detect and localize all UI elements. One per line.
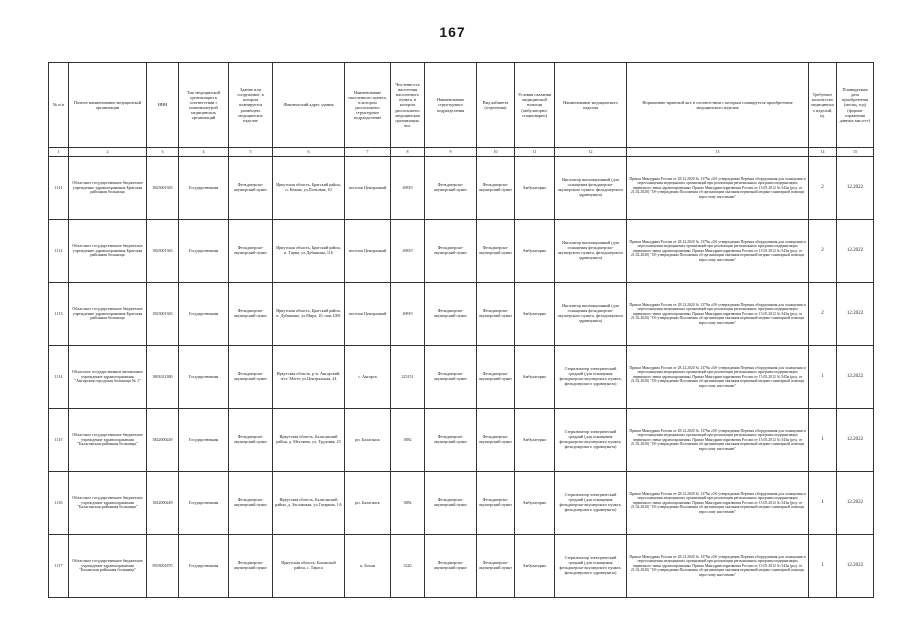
- cell-population: 49819: [391, 157, 425, 220]
- cell-num: 1113: [49, 283, 69, 346]
- cell-type: Государственная: [179, 472, 229, 535]
- cell-cabinet: Фельдшерско-акушерский пункт: [477, 472, 515, 535]
- cell-building: Фельдшерско-акушерский пункт: [229, 283, 273, 346]
- cell-device: Стерилизатор электрический средний (для оснащения фельдшерско-акушерского пункта, фельдшерского здравпункта): [555, 409, 627, 472]
- col-number: 15: [837, 148, 874, 157]
- cell-building: Фельдшерско-акушерский пункт: [229, 157, 273, 220]
- cell-date: 12.2022: [837, 157, 874, 220]
- cell-building: Фельдшерско-акушерский пункт: [229, 535, 273, 598]
- col-header-qty: Требуемое количество медицинских изделий, ед.: [809, 63, 837, 148]
- cell-population: 3882: [391, 409, 425, 472]
- col-header-org: Полное наименование медицинской организации: [69, 63, 147, 148]
- cell-conditions: Амбулаторно: [515, 409, 555, 472]
- cell-num: 1115: [49, 409, 69, 472]
- column-number-row: [49, 148, 874, 157]
- cell-conditions: Амбулаторно: [515, 283, 555, 346]
- col-number: 8: [391, 148, 425, 157]
- cell-subdivision: Фельдшерско-акушерский пункт: [425, 409, 477, 472]
- cell-org: Областное государственное бюджетное учреждение здравоохранения Братская районная больница: [69, 283, 147, 346]
- col-header-conditions: Условия оказания медицинской помощи (амбулаторно/стационарно): [515, 63, 555, 148]
- col-number: 6: [273, 148, 345, 157]
- col-number: 13: [627, 148, 809, 157]
- col-header-population: Численность населения населенного пункта, в котором расположено медицинская организация, чел.: [391, 63, 425, 148]
- cell-conditions: Амбулаторно: [515, 346, 555, 409]
- cell-address: Иркутская область, Балаганский район, д. Метляева, ул. Трудовая, 23: [273, 409, 345, 472]
- cell-date: 12.2022: [837, 472, 874, 535]
- cell-inn: 3801012380: [147, 346, 179, 409]
- cell-cabinet: Фельдшерско-акушерский пункт: [477, 157, 515, 220]
- cell-device: Стерилизатор электрический средний (для оснащения фельдшерско-акушерского пункта, фельдшерского здравпункта): [555, 535, 627, 598]
- equipment-table: [48, 62, 874, 598]
- cell-population: 5220: [391, 535, 425, 598]
- col-header-inn: ИНН: [147, 63, 179, 148]
- table-row: [49, 409, 874, 472]
- col-header-subdivision: Наименование структурного подразделения: [425, 63, 477, 148]
- cell-address: Иркутская область, Братский район, п. Дубынино, ул.Мира, 10, пом.1001: [273, 283, 345, 346]
- cell-qty: 1: [809, 535, 837, 598]
- cell-building: Фельдшерско-акушерский пункт: [229, 220, 273, 283]
- col-number: 2: [69, 148, 147, 157]
- cell-building: Фельдшерско-акушерский пункт: [229, 472, 273, 535]
- cell-locality: поселок Централный: [345, 283, 391, 346]
- cell-justification: Приказ Минздрава России от 28.12.2020 № 1379н «Об утверждении Перечня оборудования для оснащения и переоснащения медицинских организаций при реализации региональных программ модернизации первичного звена здравоохранения» Приказ Минздравсоцразвития России от 15.05.2012 № 543н (ред. от 21.02.2020) "Об утверждении Положения об организации оказания первичной медико-санитарной помощи взрослому населению": [627, 409, 809, 472]
- cell-address: Иркутская область, р-н. Ангарский, п/ст. Мегет, ул.Центральная, 24: [273, 346, 345, 409]
- cell-address: Иркутская область, Боханский район, с. Тараса: [273, 535, 345, 598]
- cell-device: Стерилизатор электрический средний (для оснащения фельдшерско-акушерского пункта, фельдшерского здравпункта): [555, 472, 627, 535]
- cell-cabinet: Фельдшерско-акушерский пункт: [477, 220, 515, 283]
- cell-inn: 3822000249: [147, 472, 179, 535]
- col-header-building: Здание или сооружение, в котором планируется размещать медицинское изделие: [229, 63, 273, 148]
- col-number: 5: [229, 148, 273, 157]
- cell-qty: 1: [809, 472, 837, 535]
- cell-type: Государственная: [179, 409, 229, 472]
- cell-qty: 1: [809, 409, 837, 472]
- cell-qty: 2: [809, 220, 837, 283]
- header-row: [49, 63, 874, 148]
- cell-num: 1117: [49, 535, 69, 598]
- cell-locality: поселок Централный: [345, 220, 391, 283]
- cell-org: Областное государственное бюджетное учреждение здравоохранения "Балаганская районная больница": [69, 409, 147, 472]
- cell-conditions: Амбулаторно: [515, 535, 555, 598]
- cell-date: 12.2022: [837, 346, 874, 409]
- table-row: [49, 157, 874, 220]
- cell-num: 1111: [49, 157, 69, 220]
- cell-subdivision: Фельдшерско-акушерский пункт: [425, 346, 477, 409]
- cell-qty: 2: [809, 157, 837, 220]
- cell-inn: 3823001365: [147, 157, 179, 220]
- cell-population: 225151: [391, 346, 425, 409]
- cell-num: 1112: [49, 220, 69, 283]
- cell-org: Областное государственное автономное учреждение здравоохранения "Ангарская городская больница № 1": [69, 346, 147, 409]
- cell-building: Фельдшерско-акушерский пункт: [229, 346, 273, 409]
- cell-type: Государственная: [179, 283, 229, 346]
- cell-justification: Приказ Минздрава России от 28.12.2020 № 1379н «Об утверждении Перечня оборудования для оснащения и переоснащения медицинских организаций при реализации региональных программ модернизации первичного звена здравоохранения» Приказ Минздравсоцразвития России от 15.05.2012 № 543н (ред. от 21.02.2020) "Об утверждении Положения об организации оказания первичной медико-санитарной помощи взрослому населению": [627, 535, 809, 598]
- col-header-justification: Нормативно-правовой акт, в соответствии с которым планируется приобретение медицинского изделия: [627, 63, 809, 148]
- cell-subdivision: Фельдшерско-акушерский пункт: [425, 283, 477, 346]
- cell-justification: Приказ Минздрава России от 28.12.2020 № 1379н «Об утверждении Перечня оборудования для оснащения и переоснащения медицинских организаций при реализации региональных программ модернизации первичного звена здравоохранения» Приказ Минздравсоцразвития России от 15.05.2012 № 543н (ред. от 21.02.2020) "Об утверждении Положения об организации оказания первичной медико-санитарной помощи взрослому населению": [627, 157, 809, 220]
- cell-date: 12.2022: [837, 220, 874, 283]
- cell-subdivision: Фельдшерско-акушерский пункт: [425, 157, 477, 220]
- table-row: [49, 283, 874, 346]
- cell-cabinet: Фельдшерско-акушерский пункт: [477, 283, 515, 346]
- cell-date: 12.2022: [837, 409, 874, 472]
- cell-locality: поселок Централный: [345, 157, 391, 220]
- col-number: 14: [809, 148, 837, 157]
- cell-org: Областное государственное бюджетное учреждение здравоохранения "Балаганская районная больница": [69, 472, 147, 535]
- col-number: 10: [477, 148, 515, 157]
- col-header-type: Тип медицинской организации в соответствии с номенклатурой медицинских организаций: [179, 63, 229, 148]
- cell-cabinet: Фельдшерско-акушерский пункт: [477, 346, 515, 409]
- cell-conditions: Амбулаторно: [515, 472, 555, 535]
- cell-cabinet: Фельдшерско-акушерский пункт: [477, 409, 515, 472]
- cell-population: 49819: [391, 220, 425, 283]
- cell-inn: 3823001365: [147, 283, 179, 346]
- cell-date: 12.2022: [837, 283, 874, 346]
- cell-device: Ингалятор ингаляционный (для оснащения фельдшерско-акушерского пункта, фельдшерского здравпункта): [555, 283, 627, 346]
- col-header-locality: Наименование населенного пункта, в котором расположено структурное подразделение: [345, 63, 391, 148]
- col-header-date: Планируемая дата приобретения (месяц, год) (формат отражения данных мм.гггг): [837, 63, 874, 148]
- cell-type: Государственная: [179, 220, 229, 283]
- col-number: 9: [425, 148, 477, 157]
- table-body: [49, 157, 874, 598]
- col-header-address: Фактический адрес здания: [273, 63, 345, 148]
- table-row: [49, 220, 874, 283]
- cell-device: Стерилизатор электрический средний (для оснащения фельдшерско-акушерского пункта, фельдшерского здравпункта): [555, 346, 627, 409]
- cell-inn: 3823001365: [147, 220, 179, 283]
- cell-device: Ингалятор ингаляционный (для оснащения фельдшерско-акушерского пункта, фельдшерского здравпункта): [555, 157, 627, 220]
- cell-population: 49819: [391, 283, 425, 346]
- table-row: [49, 472, 874, 535]
- cell-justification: Приказ Минздрава России от 28.12.2020 № 1379н «Об утверждении Перечня оборудования для оснащения и переоснащения медицинских организаций при реализации региональных программ модернизации первичного звена здравоохранения» Приказ Минздравсоцразвития России от 15.05.2012 № 543н (ред. от 21.02.2020) "Об утверждении Положения об организации оказания первичной медико-санитарной помощи взрослому населению": [627, 220, 809, 283]
- cell-subdivision: Фельдшерско-акушерский пункт: [425, 220, 477, 283]
- cell-address: Иркутская область, Братский район, п. Кежма, ул.Почтовая, 10: [273, 157, 345, 220]
- cell-locality: с. Ангарск: [345, 346, 391, 409]
- table-row: [49, 535, 874, 598]
- cell-population: 3882: [391, 472, 425, 535]
- col-number: 3: [147, 148, 179, 157]
- col-header-num: № п/п: [49, 63, 69, 148]
- col-number: 7: [345, 148, 391, 157]
- cell-qty: 2: [809, 283, 837, 346]
- cell-subdivision: Фельдшерско-акушерский пункт: [425, 472, 477, 535]
- col-header-device: Наименование медицинского изделия: [555, 63, 627, 148]
- cell-date: 12.2022: [837, 535, 874, 598]
- page-number: 167: [439, 24, 466, 40]
- cell-org: Областное государственное бюджетное учреждение здравоохранения "Боханская районная больница": [69, 535, 147, 598]
- cell-subdivision: Фельдшерско-акушерский пункт: [425, 535, 477, 598]
- cell-type: Государственная: [179, 157, 229, 220]
- cell-num: 1116: [49, 472, 69, 535]
- col-header-cabinet: Вид кабинета (отделения): [477, 63, 515, 148]
- cell-org: Областное государственное бюджетное учреждение здравоохранения Братская районная больница: [69, 220, 147, 283]
- col-number: 12: [555, 148, 627, 157]
- cell-type: Государственная: [179, 346, 229, 409]
- cell-address: Иркутская область, Братский район, п. Тарма, ул.Дубынина, 116: [273, 220, 345, 283]
- cell-device: Ингалятор ингаляционный (для оснащения фельдшерско-акушерского пункта, фельдшерского здравпункта): [555, 220, 627, 283]
- cell-conditions: Амбулаторно: [515, 157, 555, 220]
- col-number: 11: [515, 148, 555, 157]
- cell-type: Государственная: [179, 535, 229, 598]
- cell-conditions: Амбулаторно: [515, 220, 555, 283]
- table-row: [49, 346, 874, 409]
- col-number: 4: [179, 148, 229, 157]
- cell-locality: рп. Балаганск: [345, 409, 391, 472]
- cell-inn: 8503001870: [147, 535, 179, 598]
- cell-justification: Приказ Минздрава России от 28.12.2020 № 1379н «Об утверждении Перечня оборудования для оснащения и переоснащения медицинских организаций при реализации региональных программ модернизации первичного звена здравоохранения» Приказ Минздравсоцразвития России от 15.05.2012 № 543н (ред. от 21.02.2020) "Об утверждении Положения об организации оказания первичной медико-санитарной помощи взрослому населению": [627, 472, 809, 535]
- cell-building: Фельдшерско-акушерский пункт: [229, 409, 273, 472]
- cell-cabinet: Фельдшерско-акушерский пункт: [477, 535, 515, 598]
- cell-inn: 3822000249: [147, 409, 179, 472]
- col-number: 1: [49, 148, 69, 157]
- cell-num: 1114: [49, 346, 69, 409]
- cell-address: Иркутская область, Балаганский район, д. Заславская, ул.Гагарина, 1А: [273, 472, 345, 535]
- cell-org: Областное государственное бюджетное учреждение здравоохранения Братская районная больница: [69, 157, 147, 220]
- cell-qty: 1: [809, 346, 837, 409]
- cell-locality: рп. Балаганск: [345, 472, 391, 535]
- cell-justification: Приказ Минздрава России от 28.12.2020 № 1379н «Об утверждении Перечня оборудования для оснащения и переоснащения медицинских организаций при реализации региональных программ модернизации первичного звена здравоохранения» Приказ Минздравсоцразвития России от 15.05.2012 № 543н (ред. от 21.02.2020) "Об утверждении Положения об организации оказания первичной медико-санитарной помощи взрослому населению": [627, 283, 809, 346]
- cell-locality: п. Бохан: [345, 535, 391, 598]
- cell-justification: Приказ Минздрава России от 28.12.2020 № 1379н «Об утверждении Перечня оборудования для оснащения и переоснащения медицинских организаций при реализации региональных программ модернизации первичного звена здравоохранения» Приказ Минздравсоцразвития России от 15.05.2012 № 543н (ред. от 21.02.2020) "Об утверждении Положения об организации оказания первичной медико-санитарной помощи взрослому населению": [627, 346, 809, 409]
